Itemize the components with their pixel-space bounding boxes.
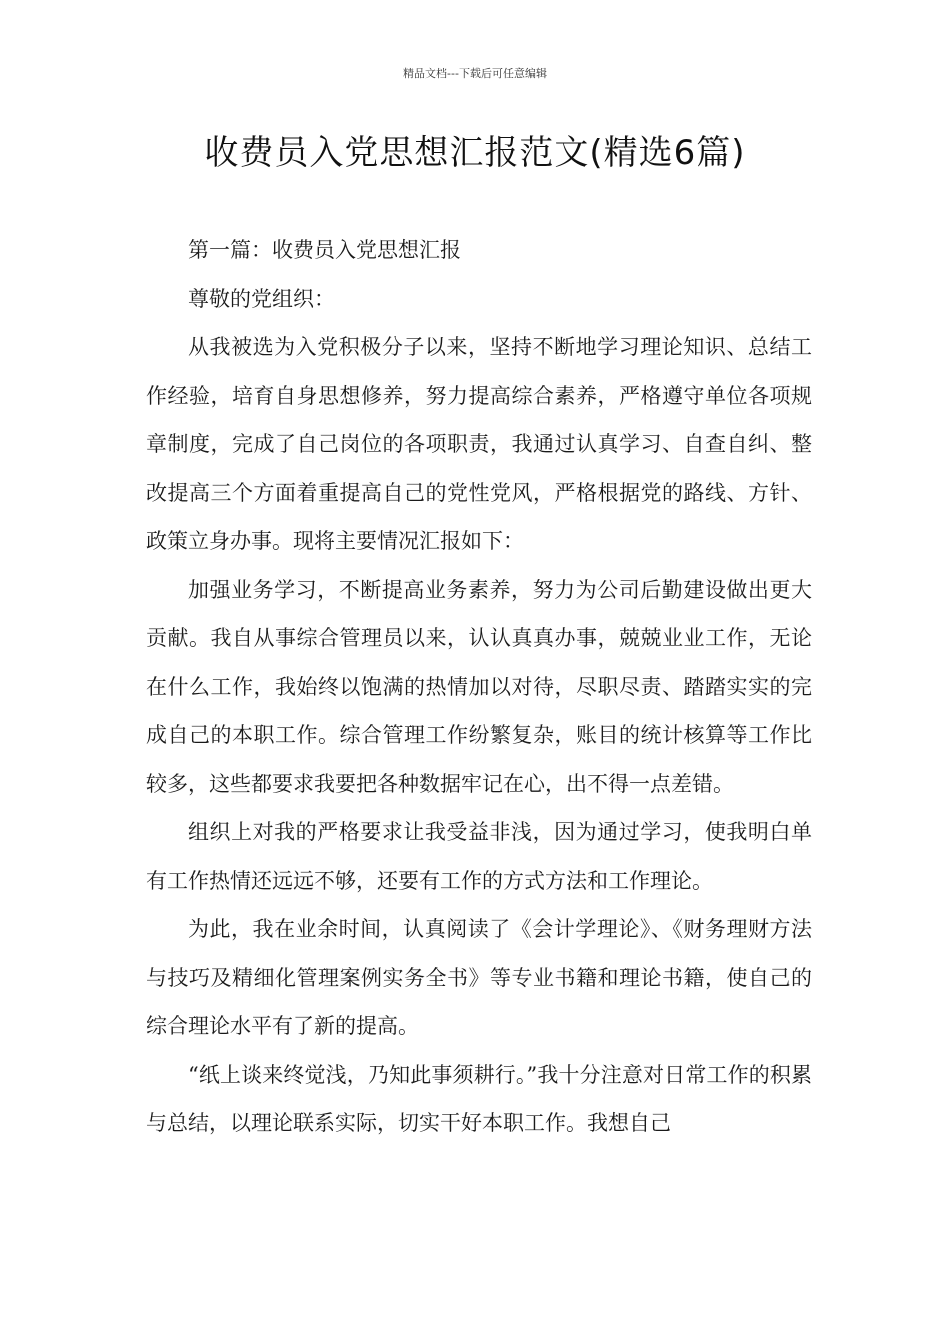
body-paragraph: 组织上对我的严格要求让我受益非浅，因为通过学习，使我明白单有工作热情还远远不够，还要有工作的方式方法和工作理论。 xyxy=(146,820,812,893)
body-paragraph: “纸上谈来终觉浅，乃知此事须耕行。”我十分注意对日常工作的积累与总结，以理论联系实际，切实干好本职工作。我想自己 xyxy=(146,1062,812,1135)
salutation: 尊敬的党组织： xyxy=(188,286,335,311)
body-paragraph: 加强业务学习，不断提高业务素养，努力为公司后勤建设做出更大贡献。我自从事综合管理员以来，认认真真办事，兢兢业业工作，无论在什么工作，我始终以饱满的热情加以对待，尽职尽责、踏踏实实的完成自己的本职工作。综合管理工作纷繁复杂，账目的统计核算等工作比较多，这些都要求我要把各种数据牢记在心，出不得一点差错。 xyxy=(146,577,812,796)
section-heading: 第一篇：收费员入党思想汇报 xyxy=(188,238,461,262)
body-paragraph: 从我被选为入党积极分子以来，坚持不断地学习理论知识、总结工作经验，培育自身思想修养，努力提高综合素养，严格遵守单位各项规章制度，完成了自己岗位的各项职责，我通过认真学习、自查自纠、整改提高三个方面着重提高自己的党性党风，严格根据党的路线、方针、政策立身办事。现将主要情况汇报如下： xyxy=(146,335,812,553)
document-title: 收费员入党思想汇报范文(精选6篇) xyxy=(204,133,746,173)
document-body xyxy=(146,226,812,1148)
document-header-note: 精品文档---下载后可任意编辑 xyxy=(403,67,547,80)
body-paragraph: 为此，我在业余时间，认真阅读了《会计学理论》、《财务理财方法与技巧及精细化管理案例实务全书》等专业书籍和理论书籍，使自己的综合理论水平有了新的提高。 xyxy=(146,917,812,1038)
